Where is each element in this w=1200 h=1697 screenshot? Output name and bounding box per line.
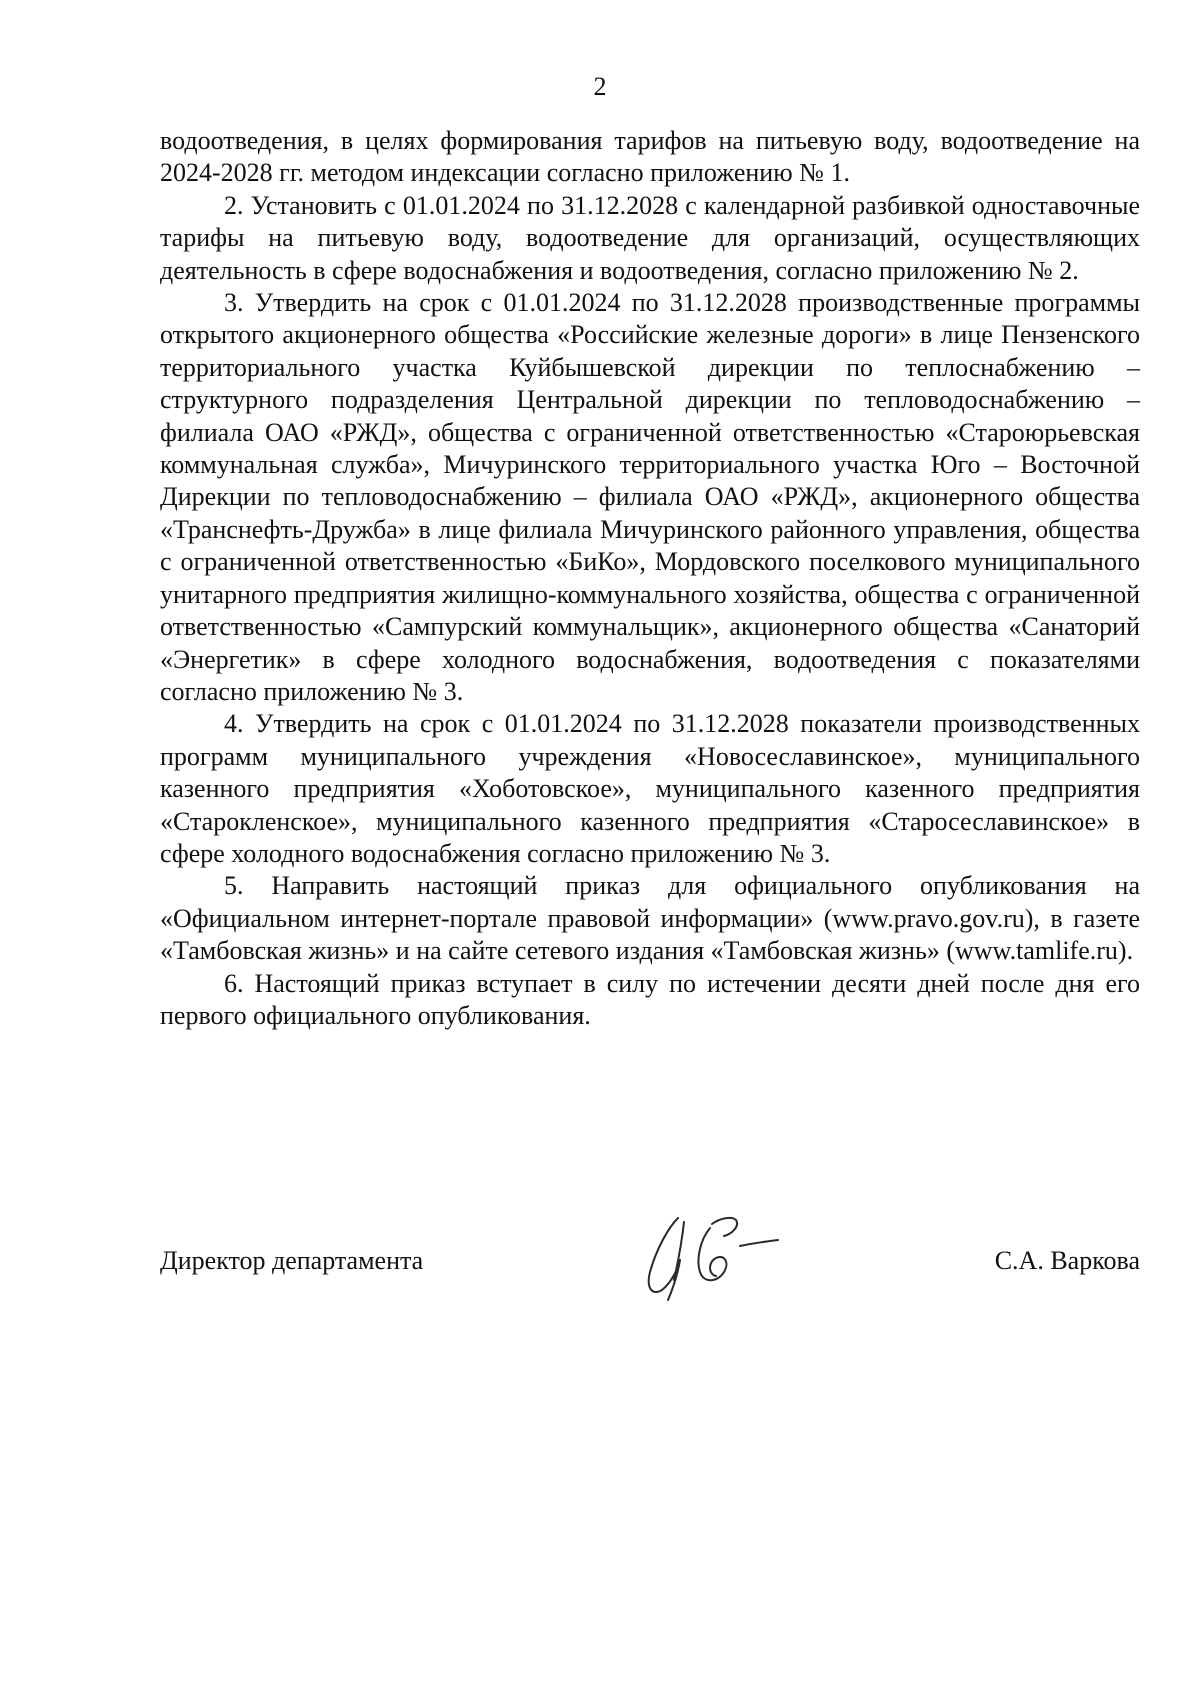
signer-role: Директор департамента bbox=[160, 1246, 424, 1275]
paragraph-item-4: 4. Утвердить на срок с 01.01.2024 по 31.12.2028 показатели производственных программ муниципального учреждения «Новосеславинское», муниципального казенного предприятия «Хоботовское», муниципального казенного предприятия «Старокленское», муниципального казенного предприятия «Старосеславинское» в сфере холодного водоснабжения согласно приложению № 3. bbox=[160, 709, 1140, 868]
document-body bbox=[160, 125, 1140, 1032]
signature-block bbox=[160, 1210, 1140, 1310]
handwritten-signature bbox=[638, 1210, 808, 1310]
signer-name: С.А. Варкова bbox=[994, 1246, 1140, 1275]
paragraph-item-6: 6. Настоящий приказ вступает в силу по истечении десяти дней после дня его первого официального опубликования. bbox=[160, 968, 1140, 1030]
paragraph-item-2: 2. Установить с 01.01.2024 по 31.12.2028 с календарной разбивкой одноставочные тарифы на питьевую воду, водоотведение для организаций, осуществляющих деятельность в сфере водоснабжения и водоотведения, согласно приложению № 2. bbox=[160, 190, 1140, 285]
paragraph-item-3: 3. Утвердить на срок с 01.01.2024 по 31.12.2028 производственные программы открытого акционерного общества «Российские железные дороги» в лице Пензенского территориального участка Куйбышевской дирекции по теплоснабжению – структурного подразделения Центральной дирекции по тепловодоснабжению – филиала ОАО «РЖД», общества с ограниченной ответственностью «Староюрьевская коммунальная служба», Мичуринского территориального участка Юго – Восточной Дирекции по тепловодоснабжению – филиала ОАО «РЖД», акционерного общества «Транснефть-Дружба» в лице филиала Мичуринского районного управления, общества с ограниченной ответственностью «БиКо», Мордовского поселкового муниципального унитарного предприятия жилищно-коммунального хозяйства, общества с ограниченной ответственностью «Сампурский коммунальщик», акционерного общества «Санаторий «Энергетик» в сфере холодного водоснабжения, водоотведения с показателями согласно приложению № 3. bbox=[160, 288, 1140, 706]
paragraph-item-5: 5. Направить настоящий приказ для официального опубликования на «Официальном интернет-портале правовой информации» (www.pravo.gov.ru), в газете «Тамбовская жизнь» и на сайте сетевого издания «Тамбовская жизнь» (www.tamlife.ru). bbox=[160, 871, 1140, 966]
paragraph-continuation: водоотведения, в целях формирования тарифов на питьевую воду, водоотведение на 2024-2028 гг. методом индексации согласно приложению № 1. bbox=[160, 126, 1140, 188]
page-number: 2 bbox=[593, 72, 607, 101]
